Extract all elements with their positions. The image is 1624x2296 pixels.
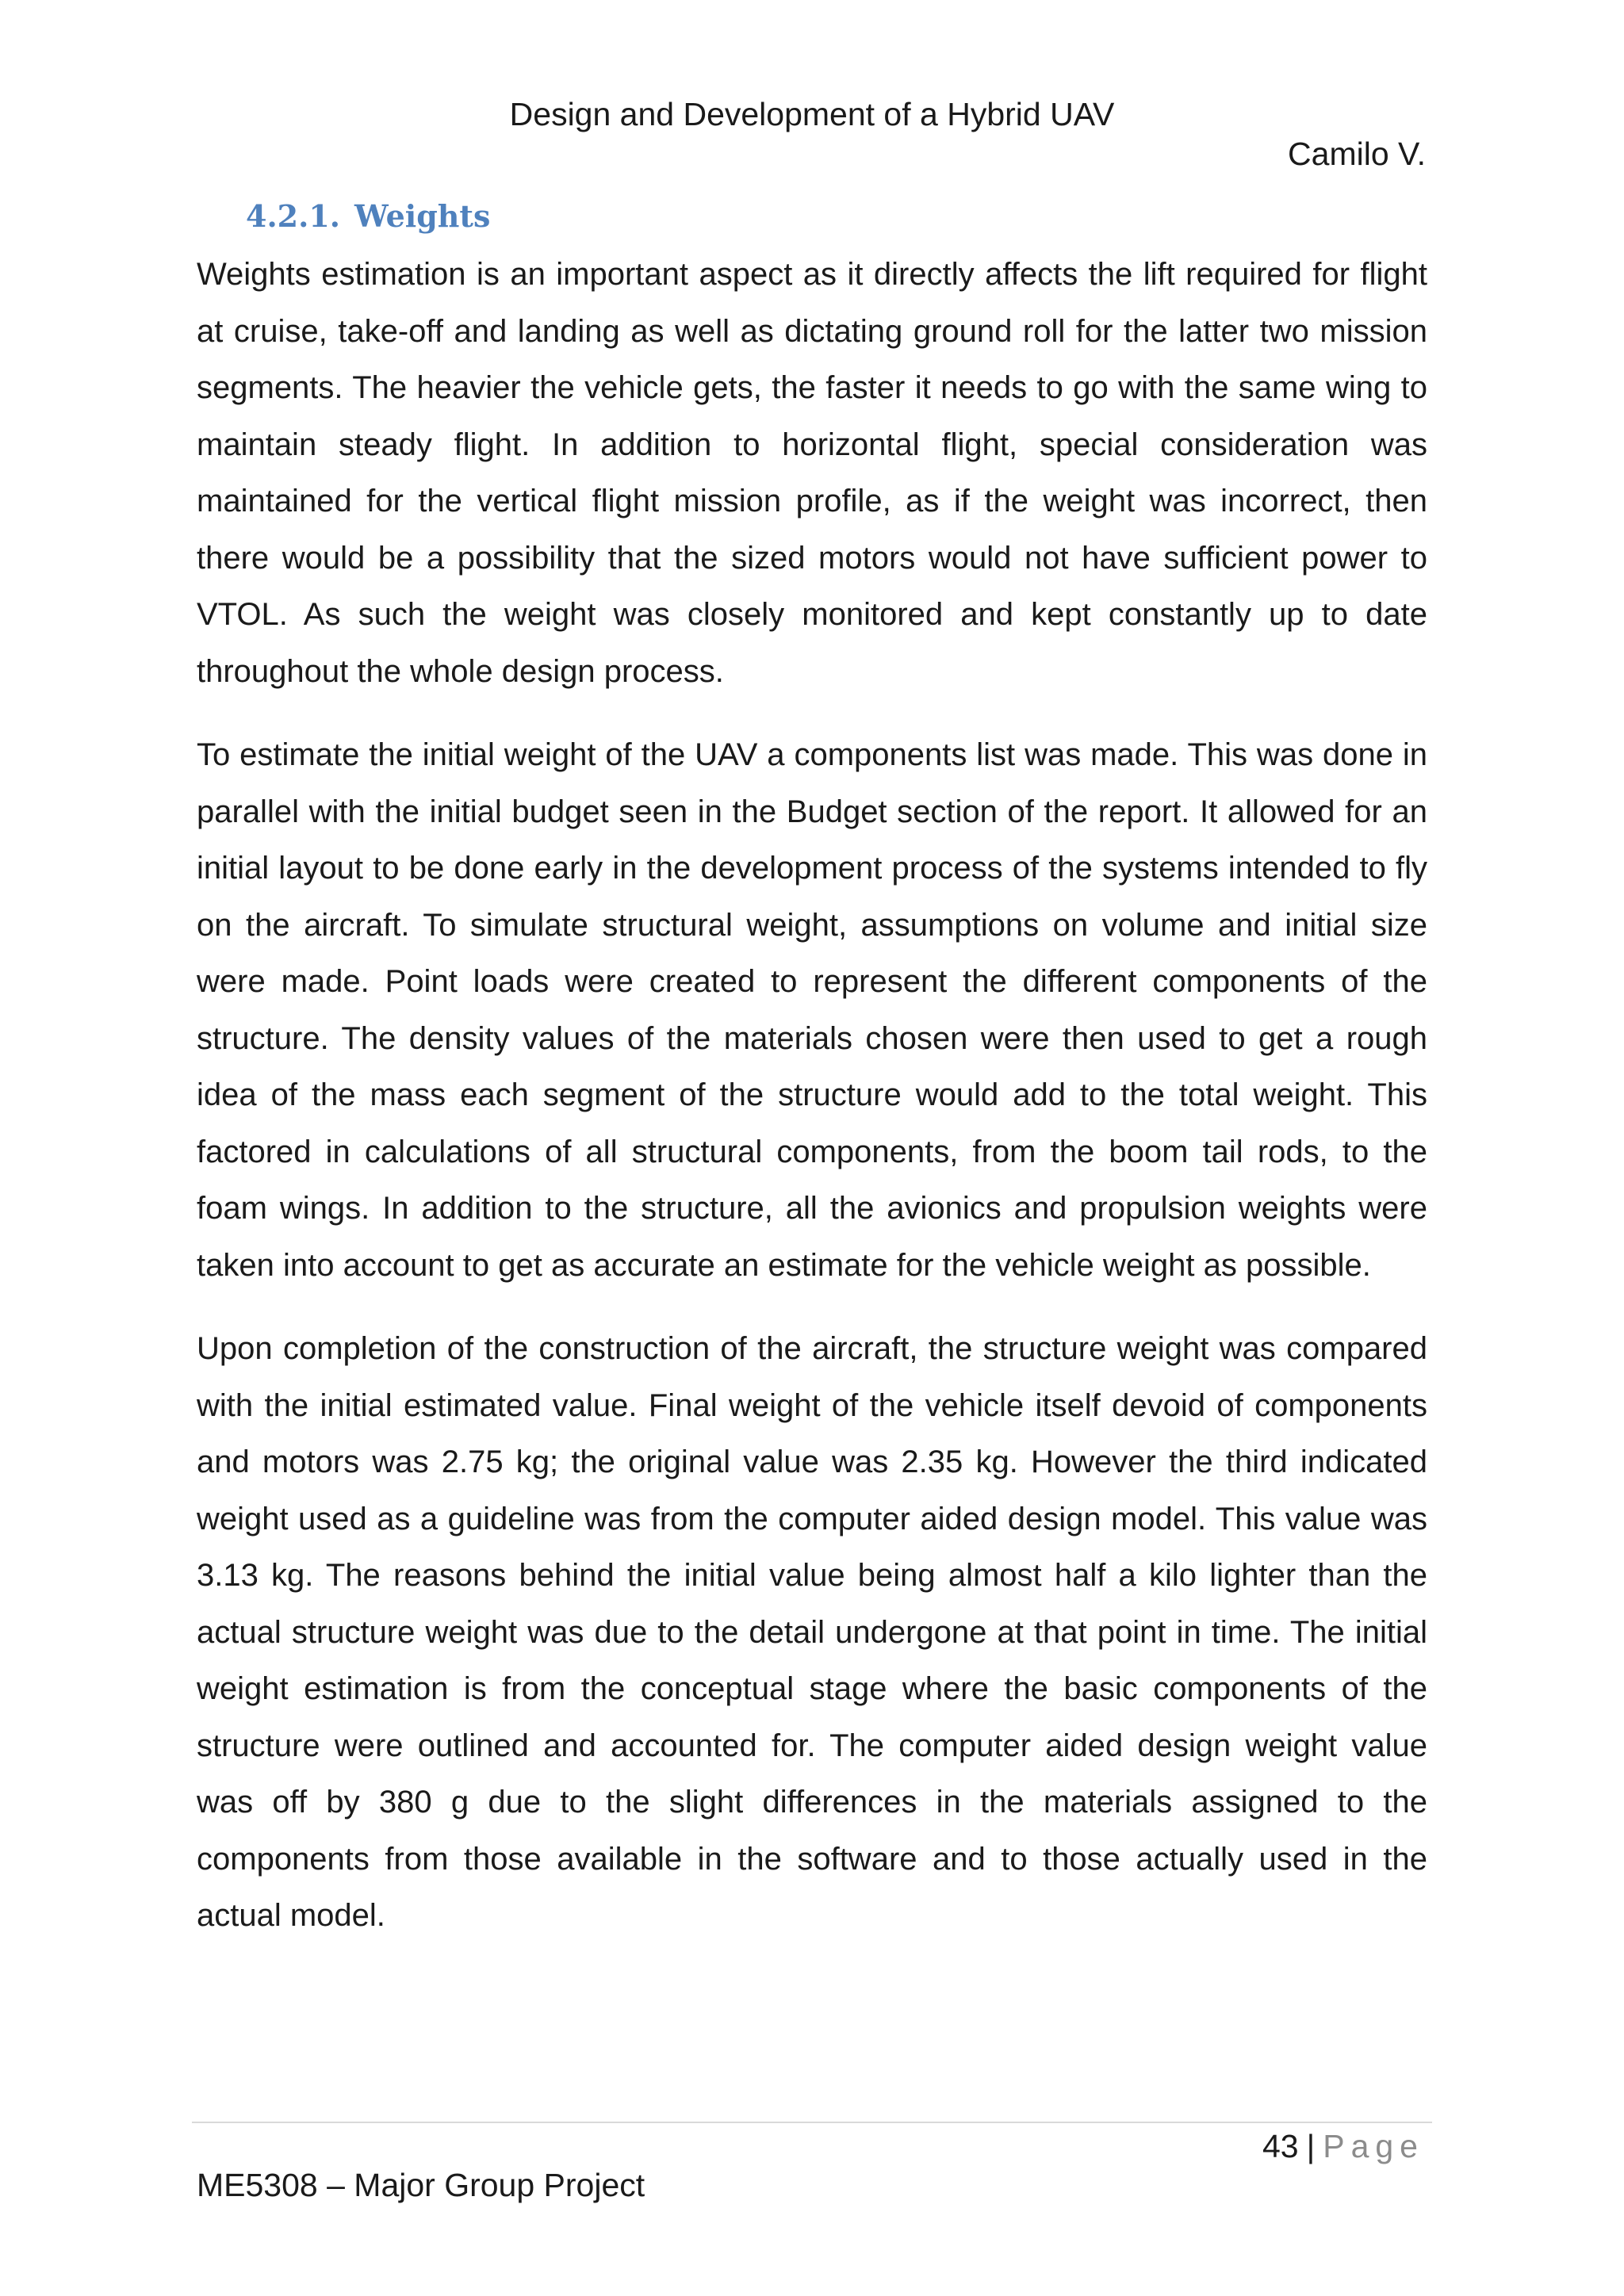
running-header-title: Design and Development of a Hybrid UAV xyxy=(509,96,1115,132)
paragraph: Weights estimation is an important aspect as it directly affects the lift required for flight at cruise, take-off and landing as well as dictating ground roll for the latter two mission segments. The heavier the vehicle gets, the faster it needs to go with the same wing to maintain steady flight. In addition to horizontal flight, special consideration was maintained for the vertical flight mission profile, as if the weight was incorrect, then there would be a possibility that the sized motors would not have sufficient power to VTOL. As such the weight was closely monitored and kept constantly up to date throughout the whole design process. xyxy=(197,257,1427,689)
page-label: Page xyxy=(1323,2128,1424,2164)
paragraph: Upon completion of the construction of the aircraft, the structure weight was compared with the initial estimated value. Final weight of the vehicle itself devoid of components and motors was 2.75 kg; the original value was 2.35 kg. However the third indicated weight used as a guideline was from the computer aided design model. This value was 3.13 kg. The reasons behind the initial value being almost half a kilo lighter than the actual structure weight was due to the detail undergone at that point in time. The initial weight estimation is from the conceptual stage where the basic components of the structure were outlined and accounted for. The computer aided design weight value was off by 380 g due to the slight differences in the materials assigned to the components from those available in the software and to those actually used in the actual model. xyxy=(197,1331,1427,1933)
paragraph: To estimate the initial weight of the UAV a components list was made. This was done in parallel with the initial budget seen in the Budget section of the report. It allowed for an initial layout to be done early in the development process of the systems intended to fly on the aircraft. To simulate structural weight, assumptions on volume and initial size were made. Point loads were created to represent the different components of the structure. The density values of the materials chosen were then used to get a rough idea of the mass each segment of the structure would add to the total weight. This factored in calculations of all structural components, from the boom tail rods, to the foam wings. In addition to the structure, all the avionics and propulsion weights were taken into account to get as accurate an estimate for the vehicle weight as possible. xyxy=(197,737,1427,1283)
section-heading xyxy=(246,197,490,236)
running-header-author: Camilo V. xyxy=(1288,136,1426,172)
footer-course: ME5308 – Major Group Project xyxy=(197,2167,645,2203)
page-number-value: 43 xyxy=(1262,2128,1299,2164)
body-text xyxy=(197,247,1427,1972)
page-number xyxy=(1262,2125,1424,2168)
section-title: Weights xyxy=(354,198,491,234)
section-number: 4.2.1. xyxy=(246,198,341,234)
page-number-separator: | xyxy=(1306,2128,1316,2164)
footer-divider xyxy=(192,2122,1432,2123)
